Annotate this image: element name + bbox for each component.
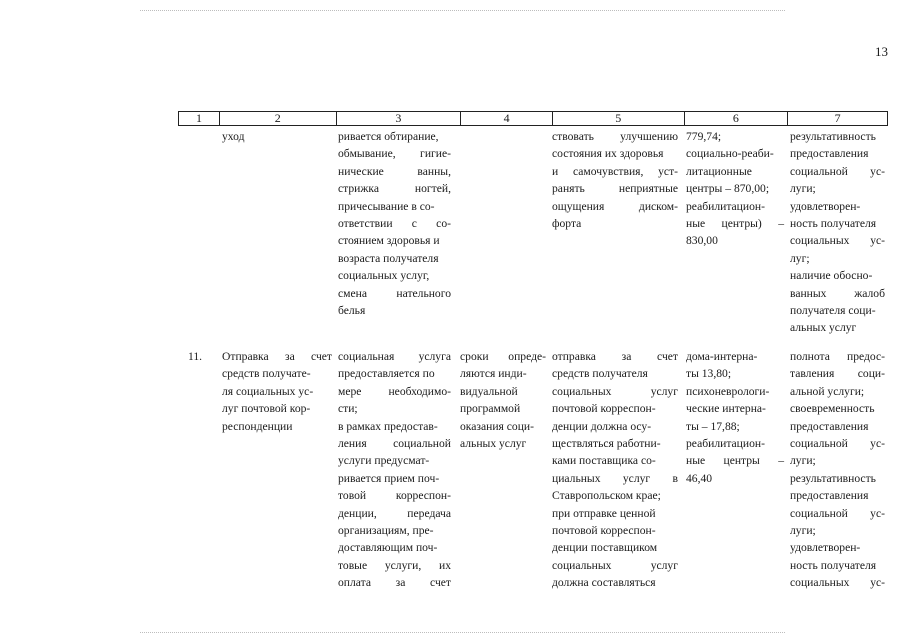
cell-line: средств получателя (552, 367, 648, 381)
cell-line: социальных услуг (552, 384, 678, 398)
cell-line: получателя соци- (790, 304, 876, 318)
cell-line: стрижка ногтей, (338, 182, 451, 196)
cell-line: социальной ус- (790, 164, 885, 178)
cell-line: состояния их здоровья (552, 147, 664, 161)
cell-line: социальных услуг (552, 558, 678, 572)
row11-cell-3 (338, 348, 451, 592)
cell-line: средств получате- (222, 367, 311, 381)
cell-line: своевременность (790, 402, 875, 416)
cell-line: предоставления (790, 147, 869, 161)
cell-line: литационные (686, 164, 752, 178)
cell-line: ками поставщика со- (552, 454, 656, 468)
cell-line: ответствии с со- (338, 217, 451, 231)
cell-line: ранять неприятные (552, 182, 678, 196)
column-header-3: 3 (336, 112, 461, 125)
cell-line: луги; (790, 182, 816, 196)
cell-line: при отправке ценной (552, 506, 656, 520)
cell-line: ривается обтирание, (338, 130, 439, 143)
cell-line: социальных услуг, (338, 269, 430, 283)
column-header-5: 5 (552, 112, 684, 125)
cell-line: полнота предос- (790, 350, 885, 363)
cell-line: денции должна осу- (552, 419, 652, 433)
column-header-6: 6 (684, 112, 788, 125)
cell-line: альных услуг (460, 437, 527, 451)
cell-line: психоневрологи- (686, 384, 770, 398)
cell-line: тавления соци- (790, 367, 885, 381)
cell-line: белья (338, 304, 366, 318)
cell-line: реабилитацион- (686, 437, 765, 451)
cell-line: отправка за счет (552, 350, 678, 363)
column-header-4: 4 (460, 112, 552, 125)
cell-line: социальная услуга (338, 350, 451, 363)
cell-line: в рамках предостав- (338, 419, 438, 433)
cell-line: форта (552, 217, 582, 231)
cell-line: мере необходимо- (338, 384, 451, 398)
row11-cell-5 (552, 348, 678, 592)
cell-line: ные центры – (686, 454, 784, 468)
scan-artifact-top (140, 10, 785, 12)
cell-line: результативность (790, 130, 876, 143)
cont-cell-3 (338, 128, 451, 319)
cell-line: сроки опреде- (460, 350, 546, 363)
cell-line: луг почтовой кор- (222, 402, 311, 416)
cell-line: ляются инди- (460, 367, 527, 381)
cell-line: ля социальных ус- (222, 384, 314, 398)
cell-line: дома-интерна- (686, 350, 758, 363)
cell-line: луг; (790, 251, 810, 265)
cell-line: центры – 870,00; (686, 182, 770, 196)
cell-line: ствовать улучшению (552, 130, 678, 143)
cell-line: реабилитацион- (686, 199, 765, 213)
cell-line: социальных ус- (790, 234, 885, 248)
page-number: 13 (875, 44, 888, 59)
cell-line: товые услуги, их (338, 558, 451, 572)
cell-line: нические ванны, (338, 164, 451, 178)
row11-cell-1 (188, 348, 218, 365)
cell-line: удовлетворен- (790, 199, 861, 213)
cell-line: стоянием здоровья и (338, 234, 440, 248)
cont-cell-6 (686, 128, 784, 250)
cell-line: циальных услуг в (552, 471, 678, 485)
table-header-row (178, 111, 888, 126)
row11-cell-4 (460, 348, 546, 452)
column-header-7: 7 (787, 112, 887, 125)
row-number: 11. (188, 350, 203, 363)
cell-line: ность получателя (790, 558, 877, 572)
cell-line: ществляться работни- (552, 437, 661, 451)
cell-line: 46,40 (686, 471, 713, 485)
cell-line: ческие интерна- (686, 402, 766, 416)
cell-line: социальной ус- (790, 506, 885, 520)
cell-line: причесывание в со- (338, 199, 435, 213)
cell-line: наличие обосно- (790, 269, 873, 283)
row11-cell-2 (222, 348, 332, 435)
cell-line: предоставления (790, 419, 869, 433)
cont-cell-5 (552, 128, 678, 232)
cell-line: ванных жалоб (790, 286, 885, 300)
cell-line: ривается прием поч- (338, 471, 440, 485)
cell-line: социальных ус- (790, 576, 885, 590)
cell-line: удовлетворен- (790, 541, 861, 555)
cell-line: обмывание, гигие- (338, 147, 451, 161)
cell-line: программой (460, 402, 521, 416)
cell-line: товой корреспон- (338, 489, 451, 503)
cell-line: ления социальной (338, 437, 451, 451)
cell-line: почтовой корреспон- (552, 402, 656, 416)
scan-artifact-bottom (140, 632, 785, 634)
cell-line: услуги предусмат- (338, 454, 430, 468)
cell-line: возраста получателя (338, 251, 439, 265)
cell-line: уход (222, 130, 245, 143)
cell-line: респонденции (222, 419, 293, 433)
cell-line: социальной ус- (790, 437, 885, 451)
cell-line: результативность (790, 471, 876, 485)
row11-cell-6 (686, 348, 784, 487)
cell-line: предоставляется по (338, 367, 435, 381)
cell-line: луги; (790, 454, 816, 468)
cont-cell-2 (222, 128, 332, 145)
column-header-2: 2 (219, 112, 336, 125)
cell-line: социально-реаби- (686, 147, 774, 161)
cell-line: сти; (338, 402, 358, 416)
cell-line: альных услуг (790, 321, 857, 335)
cell-line: 830,00 (686, 234, 718, 248)
cell-line: организациям, пре- (338, 524, 434, 538)
cell-line: оплата за счет (338, 576, 451, 590)
row11-cell-7 (790, 348, 885, 592)
cont-cell-7 (790, 128, 885, 337)
cell-line: доставляющим поч- (338, 541, 438, 555)
cell-line: луги; (790, 524, 816, 538)
cell-line: денции, передача (338, 506, 451, 520)
cell-line: денции поставщиком (552, 541, 658, 555)
cell-line: должна составляться (552, 576, 656, 590)
cell-line: предоставления (790, 489, 869, 503)
column-header-1: 1 (195, 111, 202, 125)
cell-line: смена нательного (338, 286, 451, 300)
cell-line: ощущения диском- (552, 199, 678, 213)
cell-line: 779,74; (686, 130, 722, 143)
cell-line: и самочувствия, уст- (552, 164, 678, 178)
cell-line: ты – 17,88; (686, 419, 740, 433)
cell-line: Ставропольском крае; (552, 489, 661, 503)
cell-line: почтовой корреспон- (552, 524, 656, 538)
cell-line: видуальной (460, 384, 518, 398)
cell-line: ные центры) – (686, 217, 784, 231)
cell-line: ность получателя (790, 217, 877, 231)
cell-line: Отправка за счет (222, 350, 332, 363)
cell-line: альной услуги; (790, 384, 865, 398)
cell-line: оказания соци- (460, 419, 534, 433)
cell-line: ты 13,80; (686, 367, 732, 381)
